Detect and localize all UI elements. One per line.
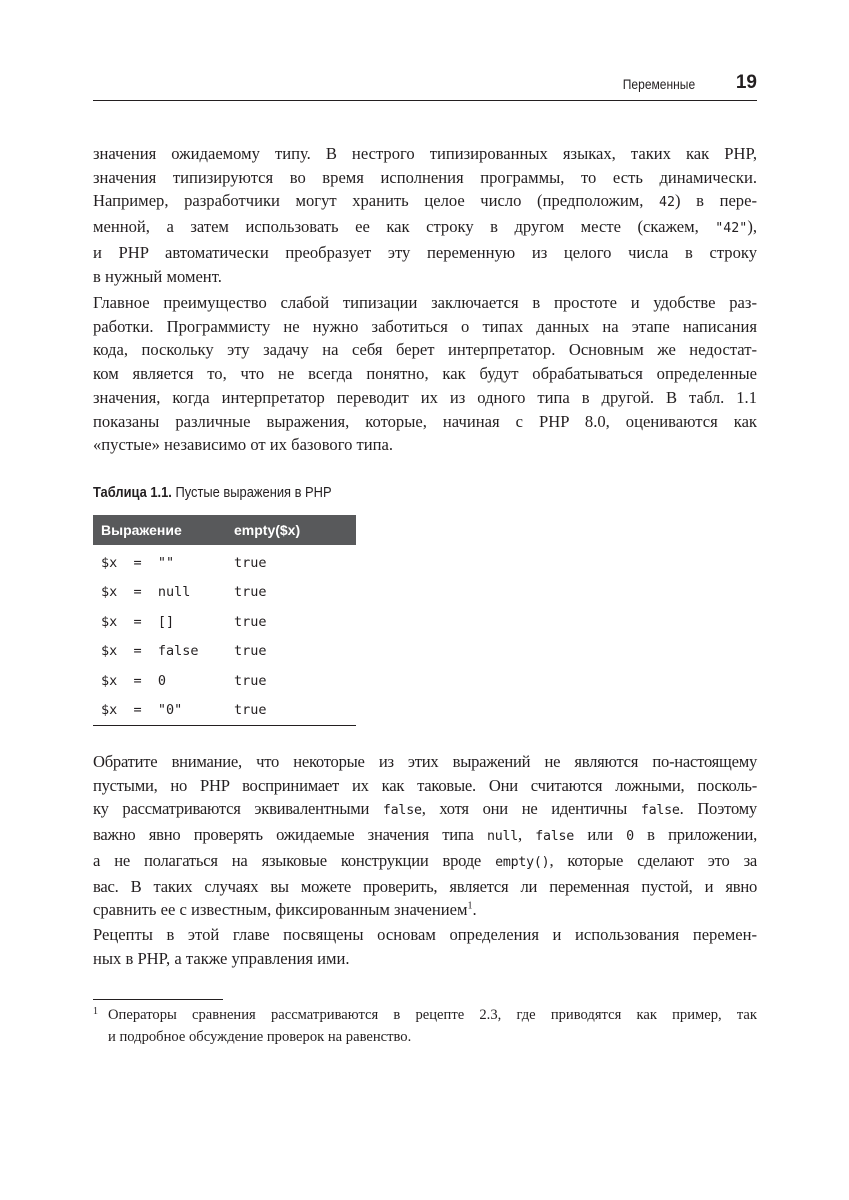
footnote-line: Операторы сравнения рассматриваются в рецепте 2.3, где приводятся как пример, так [108,1007,757,1023]
table-caption-text: Пустые выражения в PHP [171,484,332,501]
text-line: Рецепты в этой главе посвящены основам определения и использования перемен- [93,925,757,944]
table-cell-expression: $x = [] [101,613,175,630]
text-line: Обратите внимание, что некоторые из этих выражений не являются по-настоящему [93,752,757,771]
footnote [93,1004,757,1048]
table-cell-expression: $x = null [101,584,191,601]
inline-code: 42 [659,195,676,211]
text-line: и PHP автоматически преобразует эту переменную из целого числа в строку [93,242,757,262]
text-line: показаны различные выражения, которые, начиная с PHP 8.0, оцениваются как [93,411,757,431]
text-line [93,823,757,849]
table-cell-expression: $x = false [101,643,199,660]
inline-code: "42" [715,221,748,237]
table-header-row [93,515,356,545]
empty-expressions-table [93,515,356,726]
text-line [93,849,757,875]
text-line [93,215,757,241]
text-line: пустыми, но PHP воспринимает их как таковые. Они считаются ложными, посколь- [93,775,757,795]
column-header-expression: Выражение [93,515,226,545]
text-segment: ), [747,217,757,237]
table-row [93,607,356,637]
table-caption [93,484,332,501]
table-row [93,545,356,578]
text-line: вас. В таких случаях вы можете проверить, является ли переменная пустой, и явно [93,876,757,896]
running-header [93,72,757,101]
text-segment: важно явно проверять ожидаемые значения типа [93,825,487,845]
text-line: в нужный момент. [93,266,222,286]
text-line: ных в PHP, а также управления ими. [93,948,350,968]
table-cell-result: true [234,672,267,689]
table-cell-expression: $x = 0 [101,672,167,689]
text-line: Главное преимущество слабой типизации заключается в простоте и удобстве раз- [93,293,757,312]
paragraph-2 [93,291,757,457]
table-cell-expression: $x = "0" [101,702,183,719]
chapter-title: Переменные [622,76,695,92]
inline-code: empty() [495,854,550,870]
table-row [93,637,356,667]
text-segment: , [518,825,536,845]
table-row [93,696,356,726]
table-row [93,578,356,608]
inline-code: false [640,803,680,819]
text-segment: , которые сделают это за [549,850,757,870]
footnote-reference[interactable]: 1 [467,900,473,912]
inline-code: 0 [626,829,634,845]
text-line [93,189,757,215]
text-segment: сравнить ее с известным, фиксированным значением [93,900,468,920]
text-segment: ку рассматриваются эквивалентными [93,799,383,819]
text-line: значения типизируются во время исполнения программы, то есть динамически. [93,167,757,187]
text-segment: менной, а затем использовать ее как строку в другом месте (скажем, [93,217,716,237]
paragraph-3 [93,750,757,922]
text-line: кода, поскольку эту задачу на себя берет интерпретатор. Основным же недостат- [93,340,757,360]
text-line: значения, когда интерпретатор переводит их из одного типа в другой. В табл. 1.1 [93,387,757,407]
text-line: значения ожидаемому типу. В нестрого типизированных языках, таких как PHP, [93,144,757,163]
text-segment: в приложении, [633,825,757,845]
table-caption-label: Таблица 1.1. [93,484,172,501]
footnote-line: и подробное обсуждение проверок на равенство. [108,1029,412,1045]
text-segment: , хотя они не идентичны [421,799,641,819]
text-segment: а не полагаться на языковые конструкции вроде [93,850,496,870]
table-cell-result: true [234,643,267,660]
table-cell-result: true [234,613,267,630]
text-segment: Например, разработчики могут хранить целое число (предположим, [93,191,660,211]
text-line [93,898,757,922]
text-line: работки. Программисту не нужно заботиться о типах данных на этапе написания [93,316,757,336]
table-cell-result: true [234,584,267,601]
text-segment: или [574,825,627,845]
text-line: «пустые» независимо от их базового типа. [93,435,394,455]
footnote-body [108,1004,757,1048]
footnote-mark: 1 [93,1006,98,1017]
paragraph-4 [93,923,757,970]
text-segment: . Поэтому [679,799,757,819]
inline-code: null [487,829,519,845]
column-header-empty: empty($x) [226,515,356,545]
text-line: ком является то, что не всегда понятно, как будут обрабатываться определенные [93,364,757,384]
text-line [93,797,757,823]
text-segment: . [472,900,477,920]
inline-code: false [382,803,422,819]
paragraph-1 [93,142,757,288]
table-row [93,666,356,696]
table-cell-result: true [234,702,267,719]
table-cell-expression: $x = "" [101,554,175,571]
text-segment: ) в пере- [675,191,757,211]
footnote-divider [93,999,223,1000]
page-number: 19 [735,72,757,93]
inline-code: false [535,829,575,845]
table-cell-result: true [234,554,267,571]
